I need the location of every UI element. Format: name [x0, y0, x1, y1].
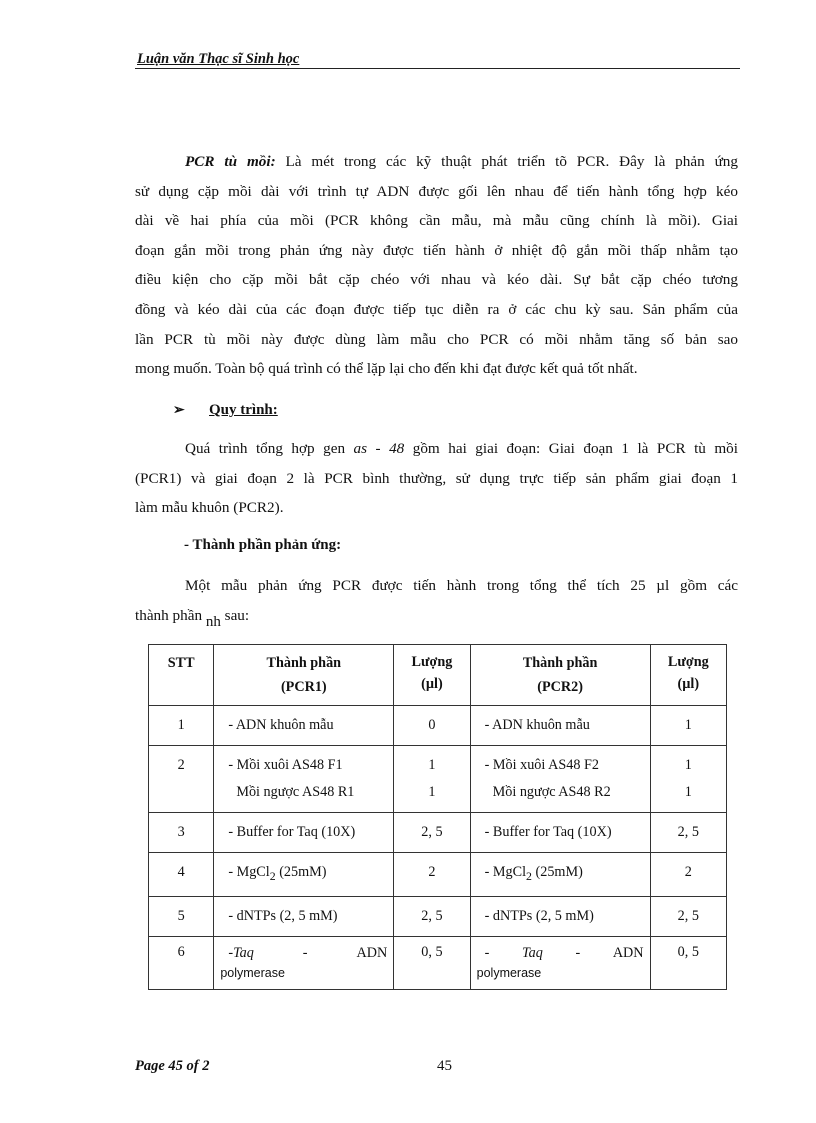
- para3-text: sau:: [220, 606, 250, 624]
- amount-line: 1: [428, 784, 436, 800]
- table-row: [149, 853, 727, 897]
- para1-line: điều kiện cho cặp mồi bắt cặp chéo với nhau và kéo dài. Sự bắt cặp chéo tương: [135, 271, 738, 289]
- header-text: Thành phần: [266, 655, 342, 671]
- para3-text: thành phần: [135, 606, 206, 624]
- row-stt: 1: [177, 717, 185, 733]
- header-title: Luận văn Thạc sĩ Sinh học: [137, 51, 300, 67]
- paragraph-mau-phan-ung: [135, 571, 738, 631]
- amount-pcr1: [394, 746, 469, 812]
- table-row: [149, 813, 727, 853]
- row-stt: 6: [177, 943, 185, 960]
- para1-line: lần PCR tù mồi này được dùng làm mẫu cho PCR có mồi nhằm tăng số bản sao: [135, 330, 738, 348]
- page-header: [135, 48, 740, 69]
- header-amount-pcr1: [394, 645, 470, 706]
- taq-italic: Taq: [233, 944, 254, 961]
- header-text: (PCR2): [537, 679, 583, 695]
- polymerase-text: polymerase: [476, 965, 542, 980]
- footer-page-number: 45: [437, 1058, 452, 1074]
- component-text: (25mM): [275, 864, 327, 880]
- term-pcr-tu-moi: PCR tù mồi:: [185, 153, 276, 170]
- component-text: (25mM): [531, 864, 583, 880]
- component-text: -: [575, 944, 581, 961]
- table-header-row: [149, 645, 727, 706]
- gene-name: as - 48: [353, 440, 405, 457]
- row-stt: 5: [177, 907, 185, 924]
- amount-pcr2: 2: [684, 864, 692, 880]
- para1-line: dài về hai phía của mồi (PCR không cần mẫu, mà mẫu cũng chính là mồi). Giai: [135, 212, 738, 230]
- subscript: 2: [269, 868, 276, 883]
- para1-line: mong muốn. Toàn bộ quá trình có thể lặp lại cho đến khi đạt được kết quả tốt nhất.: [135, 360, 638, 378]
- component-pcr2: [471, 853, 650, 896]
- paragraph-pcr-tu-moi: [135, 147, 738, 384]
- para1-line: sử dụng cặp mồi dài với trình tự ADN được gối lên nhau để tiến hành tổng hợp kéo: [135, 182, 738, 200]
- header-component-pcr1: [214, 645, 394, 706]
- header-text: (µl): [677, 676, 700, 692]
- amount-pcr2: [651, 746, 726, 812]
- header-text: (PCR1): [280, 679, 327, 695]
- amount-pcr1: 0, 5: [421, 943, 443, 960]
- component-pcr2: [471, 746, 650, 812]
- paragraph-quy-trinh: [135, 434, 738, 523]
- amount-line: 1: [684, 784, 692, 800]
- component-pcr2: - dNTPs (2, 5 mM): [484, 907, 594, 924]
- subscript: 2: [526, 868, 532, 883]
- component-line: Mồi ngược AS48 R1: [236, 784, 355, 800]
- taq-italic: Taq: [522, 944, 543, 961]
- header-text: Lượng: [411, 654, 453, 670]
- component-pcr1: [214, 937, 393, 989]
- component-pcr1: - ADN khuôn mẫu: [228, 717, 334, 733]
- amount-pcr2: 0, 5: [677, 943, 699, 960]
- component-pcr1: [214, 746, 393, 812]
- component-text: - MgCl: [484, 864, 527, 880]
- component-text: - MgCl: [228, 864, 270, 880]
- table-row: [149, 936, 727, 989]
- component-pcr2: - Buffer for Taq (10X): [484, 824, 612, 840]
- header-stt: STT: [149, 645, 214, 706]
- amount-line: 1: [428, 757, 436, 773]
- component-pcr1: [214, 853, 393, 896]
- para2-line: làm mẫu khuôn (PCR2).: [135, 499, 284, 517]
- component-pcr2: - ADN khuôn mẫu: [484, 717, 590, 733]
- amount-pcr1: 2: [428, 864, 436, 880]
- row-stt: 4: [177, 864, 185, 880]
- component-pcr1: - dNTPs (2, 5 mM): [228, 907, 338, 924]
- table-row: [149, 746, 727, 813]
- header-component-pcr2: [470, 645, 650, 706]
- para1-line: đồng và kéo dài của các đoạn được tiếp tục diễn ra ở các chu kỳ sau. Sản phẩm của: [135, 300, 738, 318]
- component-line: - Mồi xuôi AS48 F2: [484, 757, 599, 773]
- component-line: - Mồi xuôi AS48 F1: [228, 757, 343, 773]
- component-text: -: [484, 944, 490, 961]
- para1-line: Là mét trong các kỹ thuật phát triển tõ PCR. Đây là phản ứng: [275, 153, 738, 170]
- component-text: ADN: [612, 944, 644, 961]
- amount-pcr1: 0: [428, 717, 436, 733]
- row-stt: 3: [177, 824, 185, 840]
- header-amount-pcr2: [650, 645, 726, 706]
- para2-text: Quá trình tổng hợp gen: [185, 440, 354, 457]
- component-text: ADN: [356, 944, 388, 961]
- section-heading-quy-trinh: [173, 402, 278, 419]
- amount-pcr2: 1: [684, 717, 692, 733]
- row-stt: 2: [177, 757, 185, 773]
- para3-text: Một mẫu phản ứng PCR được tiến hành trong tổng thể tích 25 µl gồm các: [185, 577, 738, 594]
- para2-text: gồm hai giai đoạn: Giai đoạn 1 là PCR tù mồi: [404, 440, 738, 457]
- header-text: Thành phần: [522, 655, 598, 671]
- amount-pcr2: 2, 5: [677, 907, 699, 924]
- para1-line: đoạn gắn mồi trong phản ứng này được tiến hành ở nhiệt độ gắn mồi thấp nhằm tạo: [135, 241, 738, 259]
- component-line: Mồi ngược AS48 R2: [492, 784, 611, 800]
- para2-line: (PCR1) và giai đoạn 2 là PCR bình thường, sử dụng trực tiếp sản phẩm giai đoạn 1: [135, 469, 738, 487]
- table-row: [149, 706, 727, 746]
- section-heading-text: Quy trình:: [209, 402, 278, 418]
- component-pcr1: - Buffer for Taq (10X): [228, 824, 356, 840]
- amount-pcr1: 2, 5: [421, 907, 443, 924]
- amount-pcr2: 2, 5: [677, 824, 699, 840]
- component-pcr2: [471, 937, 650, 989]
- component-text: -: [302, 944, 308, 961]
- subheading-thanh-phan: - Thành phần phản ứng:: [184, 537, 342, 553]
- footer-page-label: Page 45 of 2: [135, 1058, 210, 1074]
- header-text: Lượng: [667, 654, 709, 670]
- arrow-bullet-icon: ➢: [173, 403, 185, 418]
- amount-line: 1: [684, 757, 692, 773]
- polymerase-text: polymerase: [220, 965, 285, 980]
- table-row: [149, 896, 727, 936]
- stray-text: nh: [205, 613, 221, 630]
- header-text: (µl): [421, 676, 443, 692]
- reaction-components-table: [148, 644, 727, 990]
- amount-pcr1: 2, 5: [421, 824, 443, 840]
- component-text: -: [228, 944, 234, 961]
